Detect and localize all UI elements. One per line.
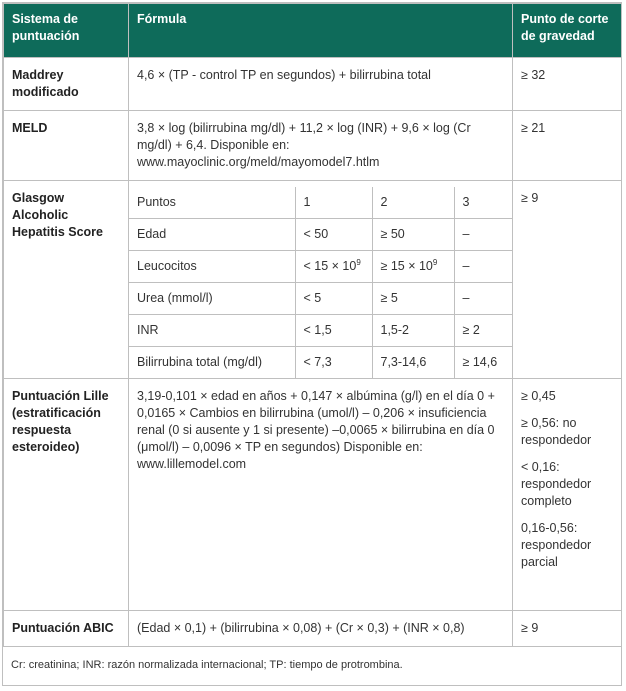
cutoff-glasgow: ≥ 9 [513,181,622,379]
glasgow-urea-2: ≥ 5 [372,283,454,315]
glasgow-row-urea [129,283,513,315]
glasgow-bilirubin-label: Bilirrubina total (mg/dl) [129,347,295,379]
glasgow-inr-label: INR [129,315,295,347]
table-footnote: Cr: creatinina; INR: razón normalizada internacional; TP: tiempo de protrombina. [11,659,403,671]
formula-lille: 3,19-0,101 × edad en años + 0,147 × albúmina (g/l) en el día 0 + 0,0165 × Cambios en bilirrubina (umol/l) – 0,206 × insuficiencia renal (0 si ausente y 1 si presente) –0,0065 × bilirrubina en día 0 (μmol/l) – 0,0096 × TP en segundos) Disponible en: www.lillemodel.com [129,379,513,611]
glasgow-bilirubin-2: 7,3-14,6 [372,347,454,379]
system-glasgow: Glasgow Alcoholic Hepatitis Score [4,181,129,379]
glasgow-age-label: Edad [129,219,295,251]
glasgow-header-row [129,187,513,219]
glasgow-inr-1: < 1,5 [295,315,372,347]
glasgow-row-inr [129,315,513,347]
formula-meld: 3,8 × log (bilirrubina mg/dl) + 11,2 × log (INR) + 9,6 × log (Cr mg/dl) + 6,4. Disponible en: www.mayoclinic.org/meld/mayomodel7.htlm [129,111,513,181]
table-row-glasgow [4,181,622,379]
system-lille: Puntuación Lille (estratificación respuesta esteroideo) [4,379,129,611]
formula-maddrey: 4,6 × (TP - control TP en segundos) + bilirrubina total [129,58,513,111]
glasgow-age-2: ≥ 50 [372,219,454,251]
glasgow-bilirubin-1: < 7,3 [295,347,372,379]
scoring-main-table [3,3,622,647]
glasgow-row-leukocytes [129,251,513,283]
system-abic: Puntuación ABIC [4,611,129,647]
glasgow-leukocytes-3: – [454,251,513,283]
glasgow-points-3: 3 [454,187,513,219]
scoring-table [2,2,622,686]
cutoff-lille-1: ≥ 0,45 [521,389,556,403]
header-system: Sistema de puntuación [4,4,129,58]
glasgow-leukocytes-1 [295,251,372,283]
cutoff-lille [513,379,622,611]
glasgow-urea-3: – [454,283,513,315]
table-row-abic [4,611,622,647]
exponent: 9 [356,257,361,267]
glasgow-age-3: – [454,219,513,251]
cutoff-maddrey: ≥ 32 [513,58,622,111]
glasgow-points-2: 2 [372,187,454,219]
glasgow-points-1: 1 [295,187,372,219]
cutoff-abic: ≥ 9 [513,611,622,647]
glasgow-leukocytes-label: Leucocitos [129,251,295,283]
glasgow-row-age [129,219,513,251]
glasgow-points-label: Puntos [129,187,295,219]
glasgow-leukocytes-2-text: ≥ 15 × 10 [380,259,433,273]
table-row-meld [4,111,622,181]
glasgow-inr-3: ≥ 2 [454,315,513,347]
header-cutoff: Punto de corte de gravedad [513,4,622,58]
glasgow-row-bilirubin [129,347,513,379]
cutoff-lille-4: 0,16-0,56: respondedor parcial [521,521,592,569]
table-row-maddrey [4,58,622,111]
formula-abic: (Edad × 0,1) + (bilirrubina × 0,08) + (Cr × 0,3) + (INR × 0,8) [129,611,513,647]
system-maddrey: Maddrey modificado [4,58,129,111]
glasgow-urea-label: Urea (mmol/l) [129,283,295,315]
glasgow-age-1: < 50 [295,219,372,251]
glasgow-inr-2: 1,5-2 [372,315,454,347]
glasgow-bilirubin-3: ≥ 14,6 [454,347,513,379]
table-row-lille [4,379,622,611]
glasgow-leukocytes-1-text: < 15 × 10 [303,259,357,273]
cutoff-lille-2: ≥ 0,56: no respondedor [521,416,592,447]
glasgow-subtable [129,187,513,378]
cutoff-meld: ≥ 21 [513,111,622,181]
glasgow-urea-1: < 5 [295,283,372,315]
glasgow-leukocytes-2 [372,251,454,283]
header-formula: Fórmula [129,4,513,58]
table-header-row [4,4,622,58]
exponent: 9 [432,257,438,267]
cutoff-lille-3: < 0,16: respondedor completo [521,460,592,508]
system-meld: MELD [4,111,129,181]
glasgow-subtable-cell [129,181,513,379]
